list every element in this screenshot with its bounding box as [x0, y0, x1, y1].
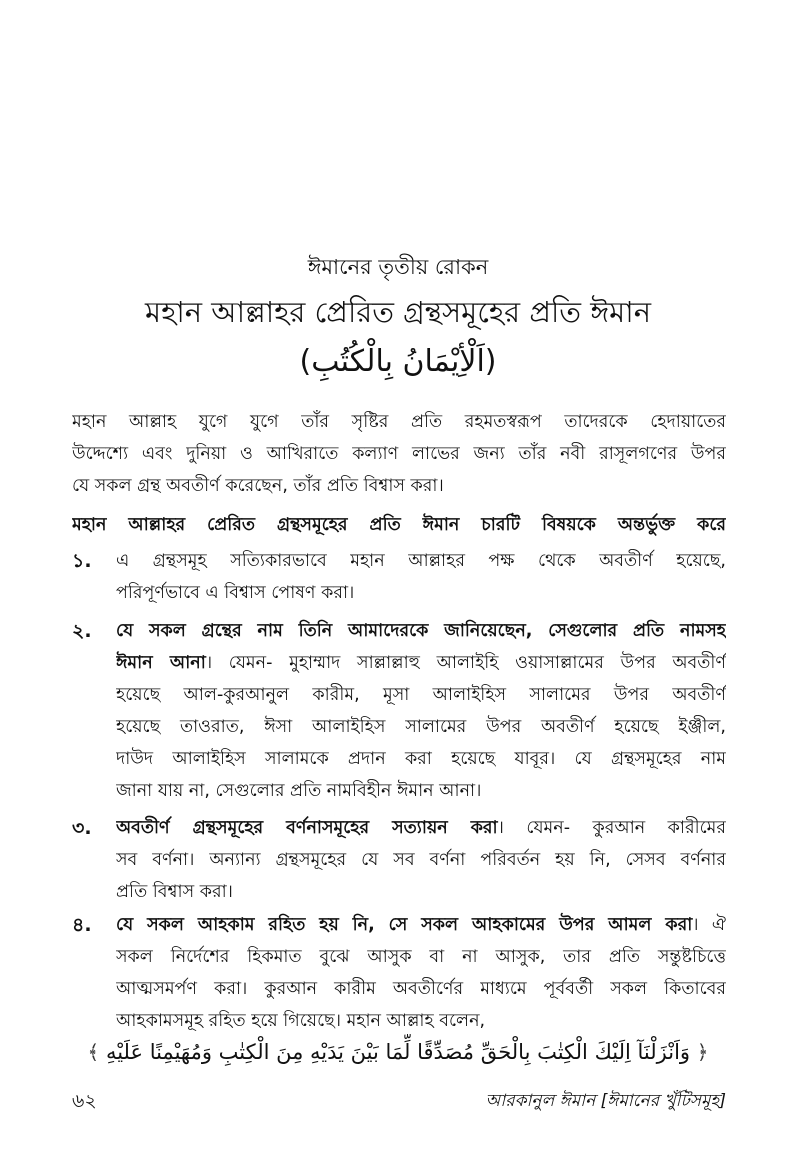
item-line: প্রতি বিশ্বাস করা। — [116, 882, 233, 902]
item-line: এ গ্রন্থসমূহ সত্যিকারভাবে মহান আল্লাহর পক্ষ থেকে অবতীর্ণ হয়েছে, — [116, 551, 726, 571]
arabic-title: (اَلْأِيْمَانُ بِالْكُتُبِ) — [299, 344, 497, 379]
item-bold-phrase: ঈমান আনা — [116, 653, 206, 673]
verse-close-bracket-icon: ﴾ — [87, 1040, 100, 1064]
item-text: । যেমন- কুরআন কারীমের — [497, 818, 726, 838]
item-line: আহকামসমূহ রহিত হয়ে গিয়েছে। মহান আল্লাহ বলেন, — [116, 1011, 486, 1031]
running-footer-title: আরকানুল ঈমান [ঈমানের খুঁটিসমূহ] — [485, 1091, 726, 1111]
verse-open-bracket-icon: ﴿ — [696, 1040, 709, 1064]
section-heading — [72, 509, 726, 541]
quran-verse — [62, 1034, 734, 1070]
item-bold-phrase: অবতীর্ণ গ্রন্থসমূহের বর্ণনাসমূহের সত্যায়ন করা — [116, 818, 498, 838]
item-line-bold: যে সকল গ্রন্থের নাম তিনি আমাদেরকে জানিয়েছেন, সেগুলোর প্রতি নামসহ — [116, 621, 726, 641]
item-line: দাউদ আলাইহিস সালামকে প্রদান করা হয়েছে যাবূর। যে গ্রন্থসমূহের নাম — [116, 749, 726, 769]
item-line: আত্মসমর্পণ করা। কুরআন কারীম অবতীর্ণের মাধ্যমে পূর্ববর্তী সকল কিতাবের — [116, 979, 726, 999]
page-number: ৬২ — [72, 1090, 97, 1112]
chapter-subtitle: ঈমানের তৃতীয় রোকন — [307, 255, 489, 279]
item-text: । যেমন- মুহাম্মাদ সাল্লাল্লাহু আলাইহি ওয়াসাল্লামের উপর অবতীর্ণ — [205, 653, 726, 673]
verse-text: وَاَنْزَلْنَآ اِلَيْكَ الْكِتٰبَ بِالْحَقِّ مُصَدِّقًا لِّمَا بَيْنَ يَدَيْهِ مِنَ الْكِتٰبِ وَمُهَيْمِنًا عَلَيْهِ — [105, 1040, 691, 1064]
intro-line: যে সকল গ্রন্থ অবতীর্ণ করেছেন, তাঁর প্রতি বিশ্বাস করা। — [72, 476, 444, 496]
item-line — [116, 909, 726, 941]
list-item-body — [116, 545, 726, 609]
list-item-body — [116, 812, 726, 908]
item-line: সব বর্ণনা। অন্যান্য গ্রন্থসমূহের যে সব বর্ণনা পরিবর্তন হয় নি, সেসব বর্ণনার — [116, 850, 726, 870]
list-number: ৪. — [72, 914, 92, 936]
item-line: হয়েছে আল-কুরআনুল কারীম, মূসা আলাইহিস সালামের উপর অবতীর্ণ — [116, 685, 726, 705]
list-number: ৩. — [72, 817, 92, 839]
item-line — [116, 647, 726, 679]
item-line: হয়েছে তাওরাত, ঈসা আলাইহিস সালামের উপর অবতীর্ণ হয়েছে ইঞ্জীল, — [116, 717, 726, 737]
item-line — [116, 812, 726, 844]
list-item-body — [116, 909, 726, 1037]
item-text: । ঐ — [692, 915, 726, 935]
item-bold-phrase: যে সকল আহকাম রহিত হয় নি, সে সকল আহকামের উপর আমল করা — [116, 915, 693, 935]
list-number: ১. — [72, 550, 92, 572]
intro-paragraph — [72, 406, 726, 502]
intro-line: উদ্দেশ্যে এবং দুনিয়া ও আখিরাতে কল্যাণ লাভের জন্য তাঁর নবী রাসূলগণের উপর — [72, 444, 726, 464]
item-line: পরিপূর্ণভাবে এ বিশ্বাস পোষণ করা। — [116, 583, 355, 603]
item-line: সকল নির্দেশের হিকমাত বুঝে আসুক বা না আসুক, তার প্রতি সন্তুষ্টচিত্তে — [116, 947, 726, 967]
intro-line: মহান আল্লাহ যুগে যুগে তাঁর সৃষ্টির প্রতি রহমতস্বরূপ তাদেরকে হেদায়াতের — [72, 412, 726, 432]
list-item-body — [116, 615, 726, 807]
chapter-title: মহান আল্লাহর প্রেরিত গ্রন্থসমূহের প্রতি ঈমান — [144, 295, 652, 329]
section-heading-text: মহান আল্লাহর প্রেরিত গ্রন্থসমূহের প্রতি ঈমান চারটি বিষয়কে অন্তর্ভুক্ত করে — [72, 515, 726, 535]
list-number: ২. — [72, 620, 92, 642]
item-line: জানা যায় না, সেগুলোর প্রতি নামবিহীন ঈমান আনা। — [116, 781, 482, 801]
